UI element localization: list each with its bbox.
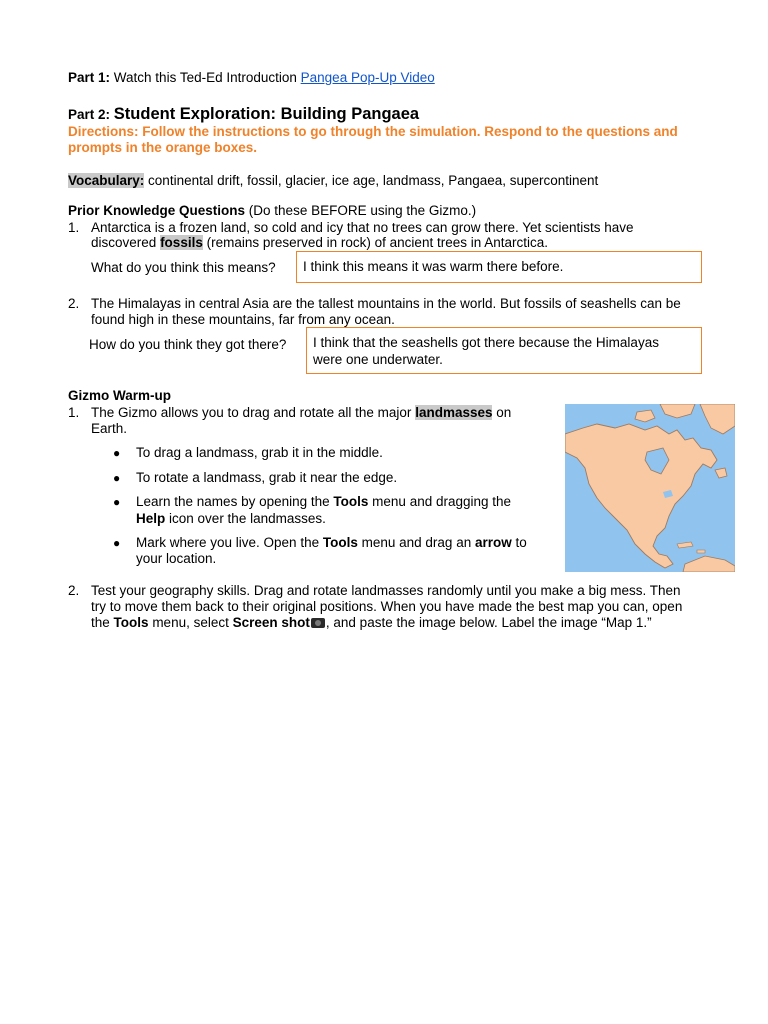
bullet-drag: To drag a landmass, grab it in the middle. [136,445,383,460]
q1-line-2-start: discovered [91,235,157,250]
help-term: Help [136,511,166,526]
q1-prompt: What do you think this means? [91,260,276,275]
part2-heading [68,104,419,125]
warmup-item2-line-2: try to move them back to their original positions. When you have made the best map you can, open [91,599,683,614]
bullet-rotate: To rotate a landmass, grab it near the edge. [136,470,398,485]
q2-number: 2. [68,296,80,311]
q1-line-2-end: (remains preserved in rock) of ancient trees in Antarctica. [206,235,549,250]
q1-line-1: Antarctica is a frozen land, so cold and icy that no trees can grow there. Yet scientists have [91,220,634,235]
q2-answer-line-1: I think that the seashells got there because the Himalayas [313,335,659,350]
q2-prompt: How do you think they got there? [89,337,287,352]
warmup-item1-number: 1. [68,405,80,420]
warmup-item1-line-1 [91,405,511,421]
bullet-icon: ● [113,471,121,485]
prior-knowledge-heading [68,203,476,219]
bullet-icon: ● [113,446,121,460]
tools-term: Tools [113,615,149,630]
warmup-item1-start: The Gizmo allows you to drag and rotate all the major [91,405,412,420]
bullet-names-line-2 [136,511,326,527]
q2-line-2: found high in these mountains, far from any ocean. [91,312,395,327]
north-america-map [565,404,735,572]
bullet-icon: ● [113,536,121,550]
page-title: Student Exploration: Building Pangaea [113,105,420,123]
directions-line-2: prompts in the orange boxes. [68,140,258,155]
bullet-icon: ● [113,495,121,509]
warmup-item1-line-2: Earth. [91,421,128,436]
part1-line [68,70,435,86]
prior-knowledge-title: Prior Knowledge Questions [68,203,246,218]
item2-line3-end: , and paste the image below. Label the image “Map 1.” [325,615,652,630]
directions-line-1: Directions: Follow the instructions to go through the simulation. Respond to the questions and [68,124,678,139]
camera-icon [311,618,325,628]
vocabulary-line [68,173,598,189]
fossils-term: fossils [160,235,203,250]
part2-label: Part 2: [68,107,111,122]
item2-line3-mid: menu, select [152,615,229,630]
q1-number: 1. [68,220,80,235]
part1-label: Part 1: [68,70,111,85]
q2-answer-line-2: were one underwater. [313,352,443,367]
screenshot-term: Screen shot [232,615,310,630]
landmasses-term: landmasses [415,405,493,420]
warmup-item2-number: 2. [68,583,80,598]
vocabulary-label: Vocabulary: [68,173,145,188]
warmup-item2-line-3 [91,615,652,631]
map-svg [565,404,735,572]
arrow-term: arrow [474,535,512,550]
part1-text: Watch this Ted-Ed Introduction [113,70,297,85]
warmup-item1-end: on [496,405,512,420]
warmup-item2-line-1: Test your geography skills. Drag and rotate landmasses randomly until you make a big mess. Then [91,583,681,598]
bullet-names-mid: menu and dragging the [372,494,512,509]
pangea-video-link[interactable]: Pangea Pop-Up Video [300,70,435,85]
tools-term: Tools [322,535,358,550]
warmup-title: Gizmo Warm-up [68,388,171,403]
bullet-mark-end: to [515,535,527,550]
warmup-heading [68,388,171,404]
item2-line3-start: the [91,615,110,630]
bullet-names-line-1 [136,494,511,510]
bullet-names-start: Learn the names by opening the [136,494,330,509]
vocabulary-terms: continental drift, fossil, glacier, ice age, landmass, Pangaea, supercontinent [148,173,599,188]
q1-answer-box[interactable] [296,251,702,283]
tools-term: Tools [333,494,369,509]
q2-answer-box[interactable] [306,327,702,374]
bullet-mark-mid: menu and drag an [361,535,472,550]
q2-line-1: The Himalayas in central Asia are the tallest mountains in the world. But fossils of seashells can be [91,296,681,311]
q1-line-2 [91,235,548,251]
bullet-mark-line-1 [136,535,527,551]
q1-answer-text: I think this means it was warm there before. [303,259,564,274]
bullet-names-end: icon over the landmasses. [169,511,326,526]
prior-knowledge-note: (Do these BEFORE using the Gizmo.) [248,203,477,218]
bullet-mark-line-2: your location. [136,551,217,566]
bullet-mark-start: Mark where you live. Open the [136,535,320,550]
